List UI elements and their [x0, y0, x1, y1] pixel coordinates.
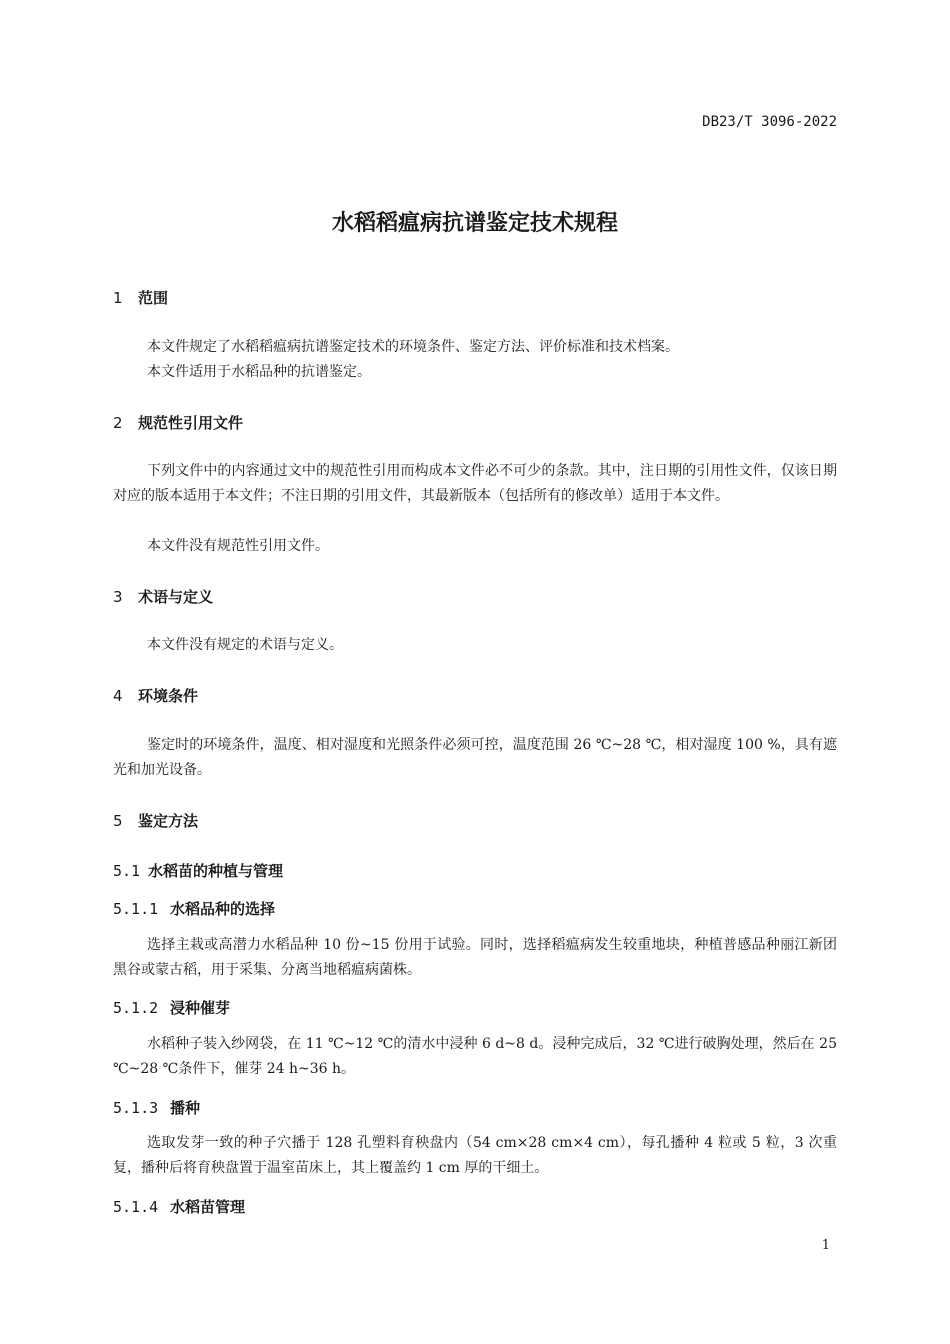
- section-title: 水稻品种的选择: [170, 900, 276, 918]
- section-number: 5.1.3: [113, 1099, 159, 1117]
- standard-code: DB23/T 3096-2022: [702, 114, 837, 130]
- section-number: 5: [113, 812, 123, 830]
- section-number: 5.1.1: [113, 900, 159, 918]
- section-3-paragraph-1: 本文件没有规定的术语与定义。: [147, 637, 343, 653]
- section-number: 2: [113, 414, 123, 432]
- section-1-heading: [113, 287, 168, 308]
- section-1-paragraph-2: 本文件适用于水稻品种的抗谱鉴定。: [147, 364, 371, 380]
- section-title: 环境条件: [138, 687, 199, 705]
- section-number: 1: [113, 289, 123, 307]
- section-number: 3: [113, 588, 123, 606]
- section-title: 术语与定义: [138, 588, 214, 606]
- section-5-1-2-heading: [113, 997, 230, 1018]
- section-4-paragraph-1: 鉴定时的环境条件，温度、相对湿度和光照条件必须可控，温度范围 26 ℃~28 ℃，相对湿度 100 %，具有遮光和加光设备。: [113, 737, 837, 778]
- page-number: 1: [821, 1238, 830, 1253]
- section-number: 5.1.4: [113, 1198, 159, 1216]
- section-title: 播种: [170, 1099, 201, 1117]
- section-5-1-4-heading: [113, 1196, 245, 1217]
- section-5-1-1-paragraph: 选择主栽或高潜力水稻品种 10 份~15 份用于试验。同时，选择稻瘟病发生较重地块，种植普感品种丽江新团黑谷或蒙古稻，用于采集、分离当地稻瘟病菌株。: [113, 937, 837, 978]
- document-title: 水稻稻瘟病抗谱鉴定技术规程: [331, 211, 618, 236]
- section-title: 浸种催芽: [170, 999, 231, 1017]
- section-2-paragraph-2: 本文件没有规范性引用文件。: [147, 538, 329, 554]
- section-5-heading: [113, 810, 198, 831]
- section-2-heading: [113, 412, 243, 433]
- section-title: 范围: [138, 289, 169, 307]
- section-title: 鉴定方法: [138, 812, 199, 830]
- section-5-1-2-paragraph: 水稻种子装入纱网袋，在 11 ℃~12 ℃的清水中浸种 6 d~8 d。浸种完成后，32 ℃进行破胸处理，然后在 25 ℃~28 ℃条件下，催芽 24 h~36 h。: [113, 1036, 837, 1077]
- section-number: 5.1: [113, 862, 141, 880]
- section-3-heading: [113, 586, 213, 607]
- section-title: 规范性引用文件: [138, 414, 244, 432]
- section-5-1-3-heading: [113, 1097, 200, 1118]
- section-title: 水稻苗的种植与管理: [148, 862, 284, 880]
- section-1-paragraph-1: 本文件规定了水稻稻瘟病抗谱鉴定技术的环境条件、鉴定方法、评价标准和技术档案。: [147, 339, 679, 355]
- section-title: 水稻苗管理: [170, 1198, 246, 1216]
- section-number: 4: [113, 687, 123, 705]
- section-5-1-3-paragraph: 选取发芽一致的种子穴播于 128 孔塑料育秧盘内（54 cm×28 cm×4 cm），每孔播种 4 粒或 5 粒，3 次重复，播种后将育秧盘置于温室苗床上，其上覆盖约 1 cm 厚的干细土。: [113, 1135, 837, 1176]
- section-5-1-1-heading: [113, 898, 275, 919]
- section-2-paragraph-1: 下列文件中的内容通过文中的规范性引用而构成本文件必不可少的条款。其中，注日期的引用性文件，仅该日期对应的版本适用于本文件；不注日期的引用文件，其最新版本（包括所有的修改单）适用于本文件。: [113, 463, 837, 504]
- section-4-heading: [113, 685, 198, 706]
- section-5-1-heading: [113, 860, 283, 881]
- section-number: 5.1.2: [113, 999, 159, 1017]
